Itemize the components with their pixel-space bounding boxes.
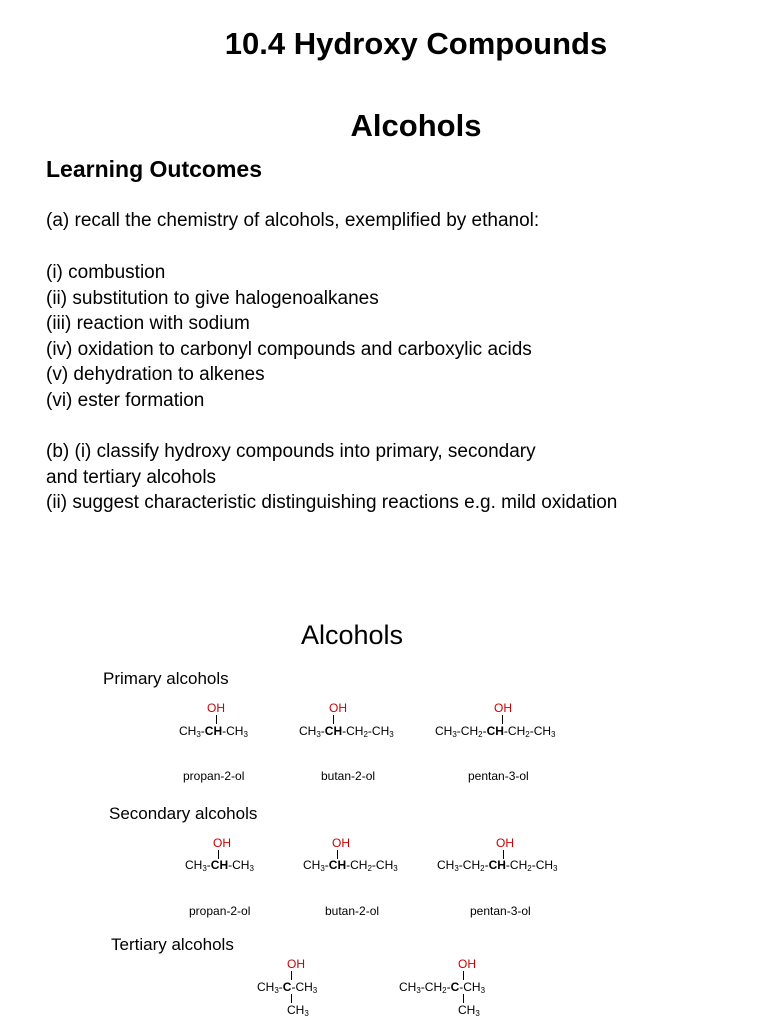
structural-formula: $CH_3-CH_2-CH-CH_2-CH_3$ [437, 858, 558, 873]
outcome-a-item: (ii) substitution to give halogenoalkanes [46, 287, 379, 309]
bond-line [216, 715, 217, 724]
hydroxyl-label: OH [458, 957, 476, 971]
structural-formula-methyl: $CH_3$ [287, 1003, 309, 1018]
outcome-b-line: (b) (i) classify hydroxy compounds into primary, secondary [46, 441, 536, 462]
primary-alcohols-label: Primary alcohols [103, 669, 229, 688]
bond-line [333, 715, 334, 724]
secondary-alcohols-label: Secondary alcohols [109, 804, 258, 823]
compound-name: pentan-3-ol [468, 769, 529, 783]
structural-formula: $CH_3-C-CH_3$ [257, 980, 318, 995]
hydroxyl-label: OH [332, 836, 350, 850]
hydroxyl-label: OH [329, 701, 347, 715]
alcohols-section-title: Alcohols [301, 620, 404, 650]
structural-formula: $CH_3-CH-CH_2-CH_3$ [299, 724, 394, 739]
structural-formula: $CH_3-CH-CH_3$ [185, 858, 254, 873]
outcome-b-line: and tertiary alcohols [46, 466, 217, 488]
compound-name: butan-2-ol [321, 769, 376, 783]
bond-line [291, 971, 292, 980]
hydroxyl-label: OH [213, 836, 231, 850]
bond-line [463, 971, 464, 980]
outcome-a-item: (iii) reaction with sodium [46, 313, 250, 335]
bond-line [502, 715, 503, 724]
structural-formula: $CH_3-CH_2-CH-CH_2-CH_3$ [435, 724, 556, 739]
outcome-a-item: (vi) ester formation [46, 390, 205, 411]
compound-name: pentan-3-ol [470, 904, 531, 918]
outcome-a-item: (v) dehydration to alkenes [46, 364, 265, 386]
compound-name: butan-2-ol [325, 904, 380, 918]
page-subtitle: Alcohols [350, 108, 482, 143]
tertiary-alcohols-label: Tertiary alcohols [111, 935, 234, 954]
outcome-a-item: (i) combustion [46, 262, 166, 283]
structural-formula: $CH_3-CH_2-C-CH_3$ [399, 980, 486, 995]
structural-formula: $CH_3-CH-CH_2-CH_3$ [303, 858, 398, 873]
structural-formula: $CH_3-CH-CH_3$ [179, 724, 248, 739]
structural-formula-methyl: $CH_3$ [458, 1003, 480, 1018]
hydroxyl-label: OH [494, 701, 512, 715]
outcome-a-intro: (a) recall the chemistry of alcohols, exemplified by ethanol: [46, 210, 540, 231]
outcome-b-line: (ii) suggest characteristic distinguishing reactions e.g. mild oxidation [46, 492, 618, 514]
hydroxyl-label: OH [496, 836, 514, 850]
page-title: 10.4 Hydroxy Compounds [224, 26, 608, 61]
bond-line [291, 994, 292, 1003]
outcome-a-item: (iv) oxidation to carbonyl compounds and carboxylic acids [46, 338, 532, 360]
bond-line [463, 994, 464, 1003]
compound-name: propan-2-ol [183, 769, 245, 783]
compound-name: propan-2-ol [189, 904, 251, 918]
hydroxyl-label: OH [207, 701, 225, 715]
learning-outcomes-heading: Learning Outcomes [46, 156, 262, 182]
hydroxyl-label: OH [287, 957, 305, 971]
